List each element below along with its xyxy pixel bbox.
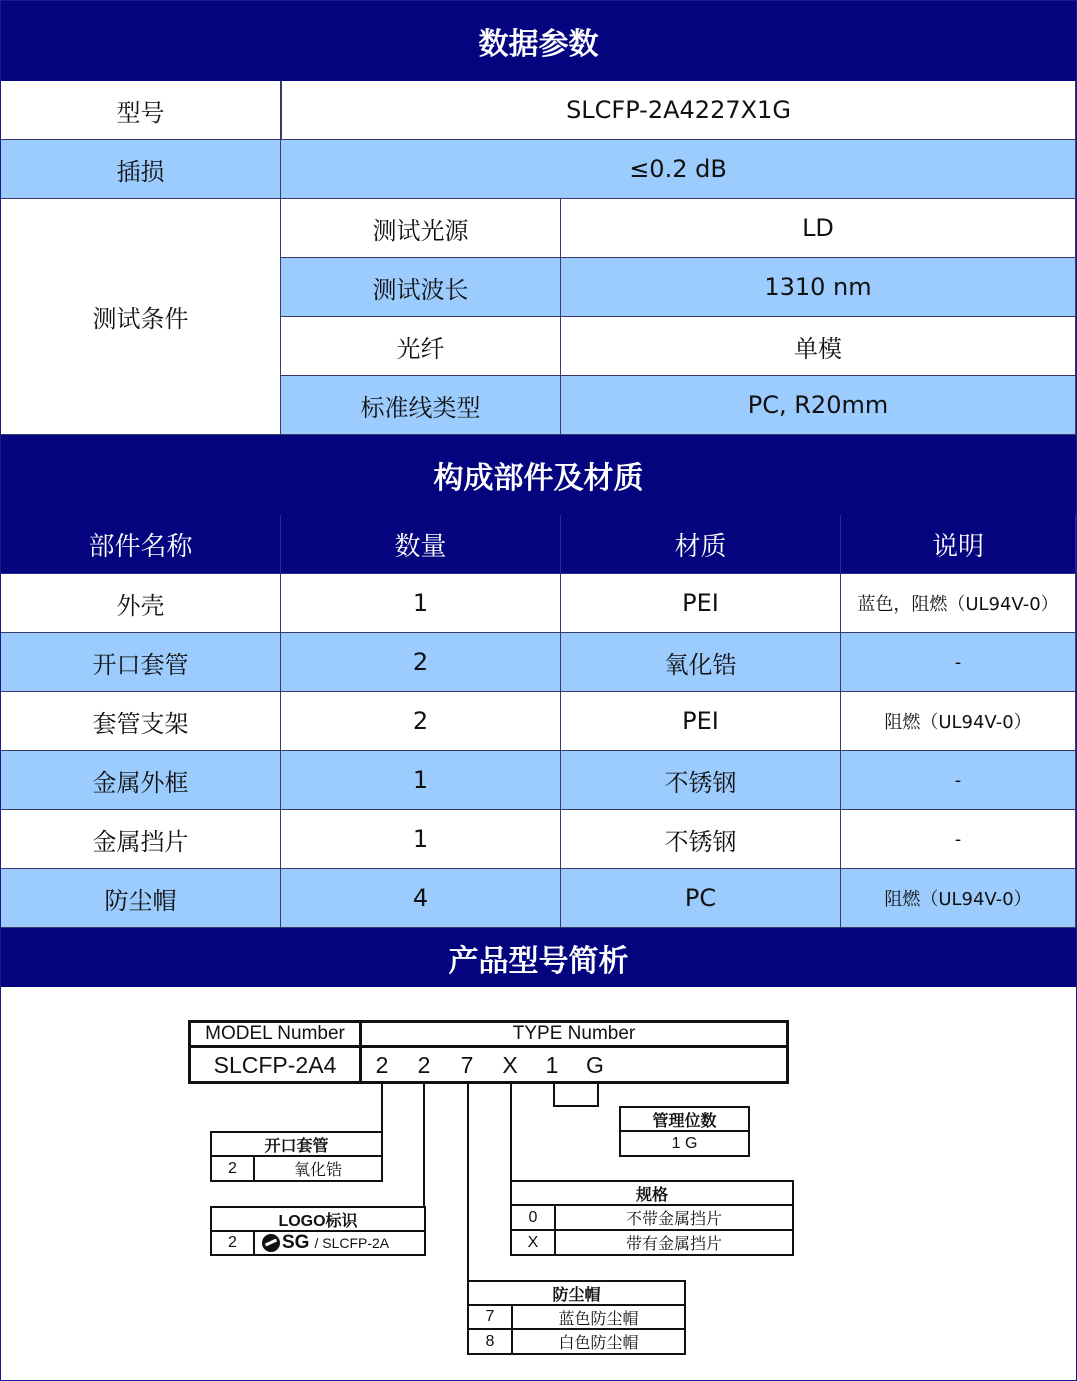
fiber-value: 单模 (561, 317, 1076, 376)
section-title-components: 构成部件及材质 (1, 435, 1076, 515)
part-material: PEI (561, 692, 841, 751)
connector-line (423, 1084, 425, 1208)
mgmt-value: 1 G (671, 1134, 698, 1152)
part-note: - (841, 810, 1076, 869)
model-label: 型号 (1, 81, 281, 140)
part-material: 不锈钢 (561, 751, 841, 810)
logo-code: 2 (228, 1234, 237, 1251)
brand-logo-text: SG (282, 1232, 310, 1253)
connector-line (467, 1084, 469, 1280)
type-char: 2 (375, 1051, 389, 1078)
insertion-loss-label: 插损 (1, 140, 281, 199)
part-qty: 2 (281, 692, 561, 751)
type-number-label: TYPE Number (512, 1023, 636, 1044)
part-note: 阻燃（UL94V-0） (841, 869, 1076, 928)
test-conditions-label: 测试条件 (1, 199, 281, 435)
section-title-model-analysis: 产品型号简析 (1, 928, 1076, 987)
logo-desc: / SLCFP-2A (314, 1235, 390, 1251)
part-name: 开口套管 (1, 633, 281, 692)
part-note: - (841, 633, 1076, 692)
logo-brand-cell (262, 1232, 422, 1254)
patch-cord-type-label: 标准线类型 (281, 376, 561, 435)
col-header-note: 说明 (841, 515, 1076, 574)
spec-code: X (527, 1233, 539, 1251)
type-char: X (502, 1051, 518, 1078)
part-name: 外壳 (1, 574, 281, 633)
part-name: 防尘帽 (1, 869, 281, 928)
part-note: 蓝色，阻燃（UL94V-0） (841, 574, 1076, 633)
spec-desc: 带有金属挡片 (625, 1236, 722, 1253)
type-char: 2 (417, 1051, 431, 1078)
logo-title: LOGO标识 (278, 1212, 358, 1230)
sleeve-code: 2 (228, 1159, 237, 1177)
spec-code: 0 (528, 1208, 538, 1226)
fiber-label: 光纤 (281, 317, 561, 376)
test-light-source-label: 测试光源 (281, 199, 561, 258)
part-qty: 2 (281, 633, 561, 692)
connector-line (553, 1105, 599, 1107)
part-name: 金属挡片 (1, 810, 281, 869)
type-char: 1 (545, 1051, 559, 1078)
connector-line (510, 1084, 512, 1182)
part-qty: 1 (281, 810, 561, 869)
sleeve-title: 开口套管 (264, 1137, 329, 1155)
cap-desc: 白色防尘帽 (558, 1335, 639, 1352)
col-header-material: 材质 (561, 515, 841, 574)
type-char: G (586, 1051, 604, 1078)
part-material: 氧化锆 (561, 633, 841, 692)
section-title-data-params: 数据参数 (1, 1, 1076, 81)
connector-line (597, 1084, 599, 1106)
patch-cord-type-value: PC, R20mm (561, 376, 1076, 435)
connector-line (381, 1084, 383, 1132)
part-material: PC (561, 869, 841, 928)
model-value: SLCFP-2A4227X1G (281, 81, 1076, 140)
part-material: PEI (561, 574, 841, 633)
col-header-part-name: 部件名称 (1, 515, 281, 574)
insertion-loss-value: ≤0.2 dB (281, 140, 1076, 199)
spec-title: 规格 (635, 1186, 668, 1204)
cap-code: 7 (485, 1308, 495, 1325)
col-header-quantity: 数量 (281, 515, 561, 574)
part-name: 套管支架 (1, 692, 281, 751)
model-code: SLCFP-2A4 (213, 1051, 337, 1078)
part-note: - (841, 751, 1076, 810)
type-char: 7 (460, 1051, 474, 1078)
part-material: 不锈钢 (561, 810, 841, 869)
test-wavelength-value: 1310 nm (561, 258, 1076, 317)
cap-code: 8 (485, 1332, 495, 1350)
brand-logo-icon (262, 1234, 280, 1252)
model-number-label: MODEL Number (205, 1023, 345, 1044)
part-qty: 4 (281, 869, 561, 928)
sleeve-desc: 氧化锆 (293, 1162, 342, 1179)
cap-desc: 蓝色防尘帽 (558, 1310, 639, 1328)
mgmt-title: 管理位数 (652, 1112, 717, 1130)
test-wavelength-label: 测试波长 (281, 258, 561, 317)
part-qty: 1 (281, 751, 561, 810)
part-qty: 1 (281, 574, 561, 633)
connector-line (553, 1084, 555, 1106)
cap-title: 防尘帽 (552, 1286, 601, 1304)
part-note: 阻燃（UL94V-0） (841, 692, 1076, 751)
test-light-source-value: LD (561, 199, 1076, 258)
logo-col-divider (253, 1230, 255, 1255)
part-name: 金属外框 (1, 751, 281, 810)
spec-desc: 不带金属挡片 (625, 1211, 722, 1228)
